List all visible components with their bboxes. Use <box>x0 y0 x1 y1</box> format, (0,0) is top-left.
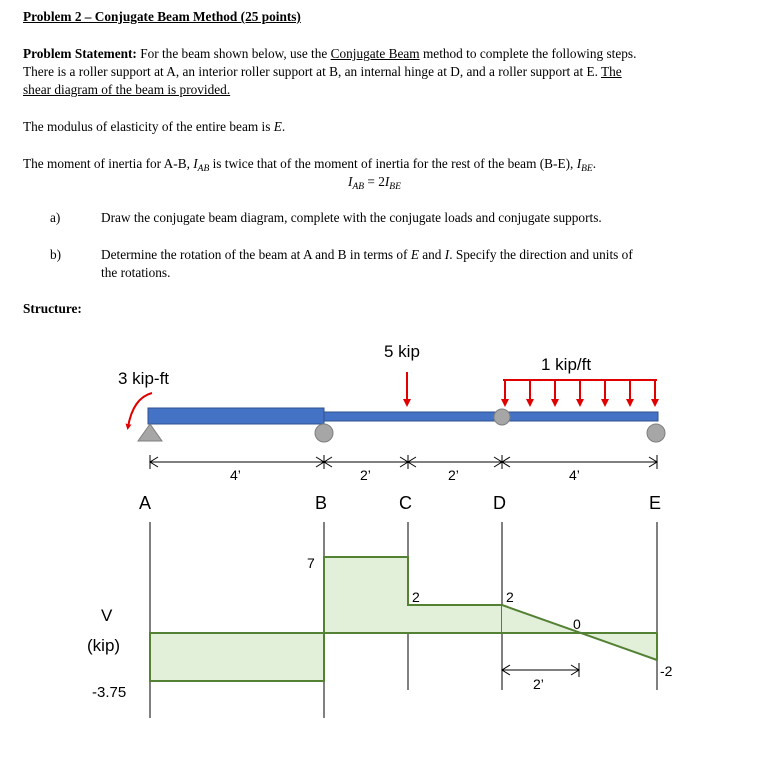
item-b-e: E <box>410 247 419 262</box>
shear-value-neg-3-75: -3.75 <box>92 684 127 701</box>
moi-sub-be: BE <box>581 164 593 174</box>
item-a-label: a) <box>50 210 61 225</box>
conjugate-beam-term: Conjugate Beam <box>330 46 420 61</box>
shear-value-neg-2: -2 <box>660 663 673 679</box>
shear-diagram <box>87 522 673 718</box>
statement-line-1-pre: For the beam shown below, use the <box>140 46 331 61</box>
moi-pre: The moment of inertia for A-B, <box>23 156 194 171</box>
statement-line-3: shear diagram of the beam is provided. <box>23 82 231 97</box>
statement-line-1-post: method to complete the following steps. <box>419 46 637 61</box>
point-load-label: 5 kip <box>384 342 420 361</box>
modulus-pre: The modulus of elasticity of the entire beam is <box>23 119 274 134</box>
shear-axis-label: V <box>101 606 113 625</box>
shear-unit-label: (kip) <box>87 636 121 655</box>
item-a-text: Draw the conjugate beam diagram, complete with the conjugate loads and conjugate supports. <box>101 210 602 225</box>
point-label-a: A <box>139 493 152 513</box>
dim-label-ab: 4’ <box>230 467 241 483</box>
problem-title: Problem 2 – Conjugate Beam Method (25 points) <box>23 9 301 24</box>
dist-load-arrows <box>505 380 655 403</box>
shear-value-2-d: 2 <box>506 589 514 605</box>
structure-label: Structure: <box>23 301 82 316</box>
roller-support-b <box>315 424 333 442</box>
roller-support-e <box>647 424 665 442</box>
moi-post: . <box>592 156 597 171</box>
dim-label-bc: 2’ <box>360 467 371 483</box>
moment-label: 3 kip-ft <box>118 369 170 388</box>
dimension-line <box>150 455 657 469</box>
statement-label: Problem Statement: <box>23 46 137 61</box>
modulus-post: . <box>281 119 286 134</box>
shear-dim-label: 2’ <box>533 676 544 692</box>
shear-value-7: 7 <box>307 555 315 571</box>
point-label-e: E <box>649 493 662 513</box>
item-b-label: b) <box>50 247 62 262</box>
shear-dim-line <box>502 663 579 677</box>
item-b-line-2: the rotations. <box>101 265 171 280</box>
shear-value-2-c: 2 <box>412 589 420 605</box>
shear-region-ab <box>150 633 324 681</box>
item-b-post: . Specify the direction and units of <box>449 247 633 262</box>
eq-sub-be: BE <box>389 182 401 192</box>
moi-i-ab: I <box>193 156 198 171</box>
hinge-d <box>494 409 510 425</box>
modulus-var: E <box>273 119 282 134</box>
dim-label-de: 4’ <box>569 467 580 483</box>
beam-segment-ab <box>148 408 324 424</box>
eq-i-ab: I <box>348 174 353 189</box>
statement-line-2-underlined: The <box>601 64 622 79</box>
moi-sub-ab: AB <box>197 164 210 174</box>
eq-sub-ab: AB <box>352 182 365 192</box>
point-label-b: B <box>315 493 328 513</box>
moi-mid: is twice that of the moment of inertia for the rest of the beam (B-E), <box>209 156 577 171</box>
item-b-pre: Determine the rotation of the beam at A and B in terms of <box>101 247 411 262</box>
moi-i-be: I <box>576 156 582 171</box>
statement-line-2-pre: There is a roller support at A, an interior roller support at B, an internal hinge at D, and a roller support at E. <box>23 64 602 79</box>
beam-segment-be <box>324 412 658 421</box>
dim-label-cd: 2’ <box>448 467 459 483</box>
point-label-c: C <box>399 493 412 513</box>
eq-i-be: I <box>384 174 390 189</box>
item-b-i: I <box>444 247 450 262</box>
point-label-d: D <box>493 493 506 513</box>
shear-value-0: 0 <box>573 616 581 632</box>
item-b-and: and <box>418 247 445 262</box>
pin-support-a <box>138 424 162 441</box>
dist-load-label: 1 kip/ft <box>541 355 592 374</box>
eq-mid: = 2 <box>364 174 385 189</box>
